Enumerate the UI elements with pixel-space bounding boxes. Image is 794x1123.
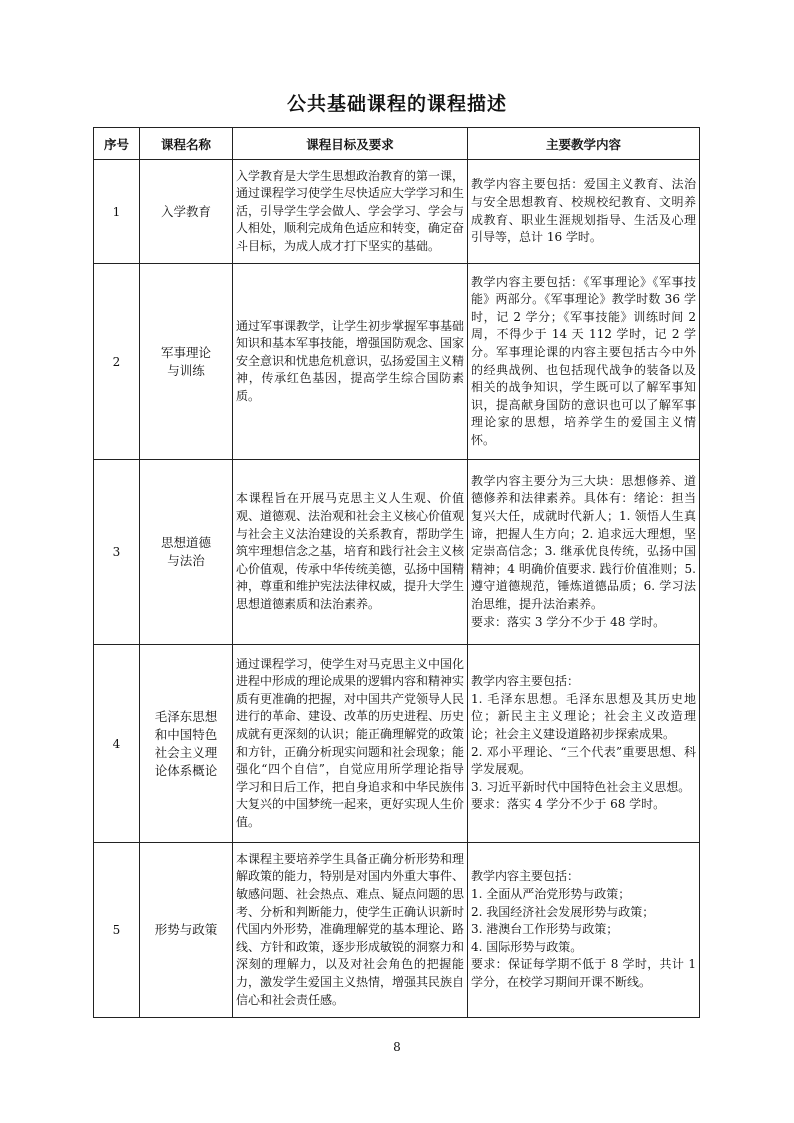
content-line: 教学内容主要分为三大块：思想修养、道德修养和法律素养。具体有：绪论：担当复兴大任，成就时代新人；1. 领悟人生真谛，把握人生方向；2. 追求远大理想，坚定崇高信念；3. 继承优良传统，弘扬中国精神；4 明确价值要求. 践行价值准则；5. 遵守道德规范，锤炼道德品质；6. 学习法治思维，提升法治素养。 [471,473,696,611]
content-line: 要求：落实 4 学分不少于 68 学时。 [471,797,666,812]
content-line: 1. 全面从严治党形势与政策； [471,887,631,902]
course-name [140,264,233,460]
course-name-text: 入学教育 [160,203,211,219]
course-name [140,460,233,645]
content-line: 要求：保证每学期不低于 8 学时，共计 1 学分，在校学习期间开课不断线。 [471,957,696,989]
course-name-text: 形势与政策 [154,922,218,937]
course-content [468,264,700,460]
content-line: 3. 港澳台工作形势与政策； [471,922,619,937]
course-name-text: 毛泽东思想和中国特色社会主义理论体系概论 [154,708,218,778]
course-name [140,160,233,264]
course-number: 3 [94,460,140,645]
content-line: 2. 我国经济社会发展形势与政策； [471,904,655,919]
course-goal: 通过课程学习，使学生对马克思主义中国化进程中形成的理论成果的逻辑内容和精神实质有更准确的把握，对中国共产党领导人民进行的革命、建设、改革的历史进程、历史成就有更深刻的认识；能正确理解党的政策和方针，正确分析现实问题和社会现象；能强化“四个自信”，自觉应用所学理论指导学习和日后工作，把自身追求和中华民族伟大复兴的中国梦统一起来，更好实现人生价值。 [233,645,468,843]
course-goal: 本课程旨在开展马克思主义人生观、价值观、道德观、法治观和社会主义核心价值观与社会主义法治建设的关系教育，帮助学生筑牢理想信念之基，培育和践行社会主义核心价值观，传承中华传统美德，弘扬中国精神，尊重和维护宪法法律权威，提升大学生思想道德素质和法治素养。 [233,460,468,645]
page-number: 8 [393,1040,401,1054]
course-number: 5 [94,843,140,1018]
table-row [94,645,700,843]
header-number: 序号 [94,128,140,160]
content-line: 教学内容主要包括：爱国主义教育、法治与安全思想教育、校规校纪教育、文明养成教育、职业生涯规划指导、生活及心理引导等，总计 16 学时。 [471,177,696,245]
table-row [94,160,700,264]
header-course-name: 课程名称 [140,128,233,160]
course-goal: 入学教育是大学生思想政治教育的第一课，通过课程学习使学生尽快适应大学学习和生活，引导学生学会做人、学会学习、学会与人相处，顺利完成角色适应和转变，确定奋斗目标，为成人成才打下坚实的基础。 [233,160,468,264]
content-line: 3. 习近平新时代中国特色社会主义思想。 [471,779,691,794]
course-number: 1 [94,160,140,264]
course-name [140,645,233,843]
course-description-table [93,127,700,1018]
course-number: 2 [94,264,140,460]
content-line: 2. 邓小平理论、“三个代表”重要思想、科学发展观。 [471,744,696,777]
course-goal: 通过军事课教学，让学生初步掌握军事基础知识和基本军事技能，增强国防观念、国家安全意识和忧患危机意识，弘扬爱国主义精神，传承红色基因，提高学生综合国防素质。 [233,264,468,460]
content-line: 教学内容主要包括： [471,674,580,689]
course-content [468,843,700,1018]
table-row [94,264,700,460]
header-course-goals: 课程目标及要求 [233,128,468,160]
header-main-content: 主要教学内容 [468,128,700,160]
course-content [468,645,700,843]
table-row [94,460,700,645]
table-row [94,843,700,1018]
page-title: 公共基础课程的课程描述 [286,93,507,115]
table-header-row [94,128,700,160]
course-number: 4 [94,645,140,843]
course-goal: 本课程主要培养学生具备正确分析形势和理解政策的能力，特别是对国内外重大事件、敏感问题、社会热点、难点、疑点问题的思考、分析和判断能力，使学生正确认识新时代国内外形势，准确理解党的基本理论、路线、方针和政策，逐步形成敏锐的洞察力和深刻的理解力，以及对社会角色的把握能力，激发学生爱国主义热情，增强其民族自信心和社会责任感。 [233,843,468,1018]
content-line: 教学内容主要包括： [471,869,580,884]
content-line: 教学内容主要包括：《军事理论》《军事技能》两部分。《军事理论》教学时数 36 学时，记 2 学分；《军事技能》训练时间 2 周，不得少于 14 天 112 学时，记 2 学分。军事理论课的内容主要包括古今中外的经典战例、也包括现代战争的装备以及相关的战争知识，学生既可以了解军事知识，提高献身国防的意识也可以了解军事理论家的思想，培养学生的爱国主义情怀。 [471,274,696,447]
content-line: 4. 国际形势与政策。 [471,939,583,954]
content-line: 1. 毛泽东思想。毛泽东思想及其历史地位；新民主主义理论；社会主义改造理论；社会主义建设道路初步探索成果。 [471,691,696,741]
course-name [140,843,233,1018]
course-name-text: 思想道德与法治 [160,535,211,568]
course-name-text: 军事理论与训练 [160,344,211,378]
course-content [468,460,700,645]
content-line: 要求：落实 3 学分不少于 48 学时。 [471,614,666,629]
course-content [468,160,700,264]
